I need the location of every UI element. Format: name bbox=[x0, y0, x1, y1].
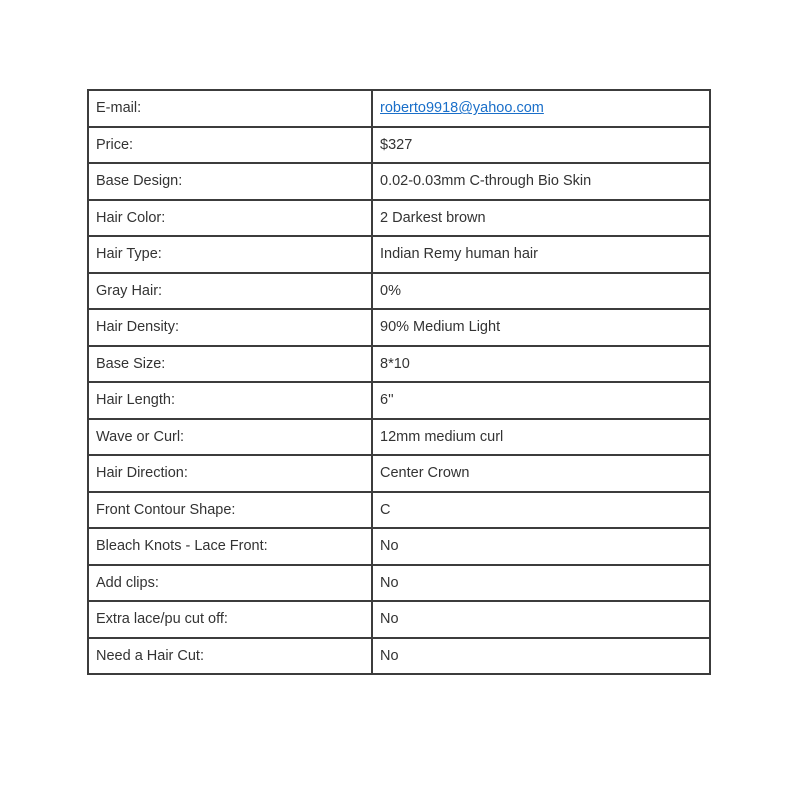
table-row bbox=[88, 127, 710, 164]
email-value-cell bbox=[372, 90, 710, 127]
table-row bbox=[88, 200, 710, 237]
hair-color-value: 2 Darkest brown bbox=[372, 200, 710, 237]
email-label: E-mail: bbox=[88, 90, 372, 127]
front-contour-shape-value: C bbox=[372, 492, 710, 529]
hair-density-value: 90% Medium Light bbox=[372, 309, 710, 346]
table-row bbox=[88, 601, 710, 638]
table-row bbox=[88, 638, 710, 675]
order-details-table bbox=[87, 89, 711, 675]
hair-type-label: Hair Type: bbox=[88, 236, 372, 273]
table-row bbox=[88, 455, 710, 492]
extra-lace-cut-off-label: Extra lace/pu cut off: bbox=[88, 601, 372, 638]
price-label: Price: bbox=[88, 127, 372, 164]
add-clips-label: Add clips: bbox=[88, 565, 372, 602]
table-row bbox=[88, 528, 710, 565]
email-link[interactable]: roberto9918@yahoo.com bbox=[380, 100, 544, 117]
bleach-knots-value: No bbox=[372, 528, 710, 565]
wave-or-curl-value: 12mm medium curl bbox=[372, 419, 710, 456]
hair-direction-label: Hair Direction: bbox=[88, 455, 372, 492]
hair-cut-label: Need a Hair Cut: bbox=[88, 638, 372, 675]
hair-direction-value: Center Crown bbox=[372, 455, 710, 492]
gray-hair-value: 0% bbox=[372, 273, 710, 310]
table-row bbox=[88, 90, 710, 127]
table-row bbox=[88, 309, 710, 346]
hair-length-value: 6'' bbox=[372, 382, 710, 419]
hair-density-label: Hair Density: bbox=[88, 309, 372, 346]
base-design-value: 0.02-0.03mm C-through Bio Skin bbox=[372, 163, 710, 200]
hair-cut-value: No bbox=[372, 638, 710, 675]
table-row bbox=[88, 419, 710, 456]
hair-type-value: Indian Remy human hair bbox=[372, 236, 710, 273]
gray-hair-label: Gray Hair: bbox=[88, 273, 372, 310]
front-contour-shape-label: Front Contour Shape: bbox=[88, 492, 372, 529]
base-size-label: Base Size: bbox=[88, 346, 372, 383]
table-row bbox=[88, 382, 710, 419]
price-value: $327 bbox=[372, 127, 710, 164]
add-clips-value: No bbox=[372, 565, 710, 602]
bleach-knots-label: Bleach Knots - Lace Front: bbox=[88, 528, 372, 565]
table-row bbox=[88, 565, 710, 602]
table-row bbox=[88, 236, 710, 273]
hair-length-label: Hair Length: bbox=[88, 382, 372, 419]
table-row bbox=[88, 163, 710, 200]
wave-or-curl-label: Wave or Curl: bbox=[88, 419, 372, 456]
hair-color-label: Hair Color: bbox=[88, 200, 372, 237]
table-row bbox=[88, 492, 710, 529]
base-design-label: Base Design: bbox=[88, 163, 372, 200]
base-size-value: 8*10 bbox=[372, 346, 710, 383]
extra-lace-cut-off-value: No bbox=[372, 601, 710, 638]
table-row bbox=[88, 346, 710, 383]
table-row bbox=[88, 273, 710, 310]
